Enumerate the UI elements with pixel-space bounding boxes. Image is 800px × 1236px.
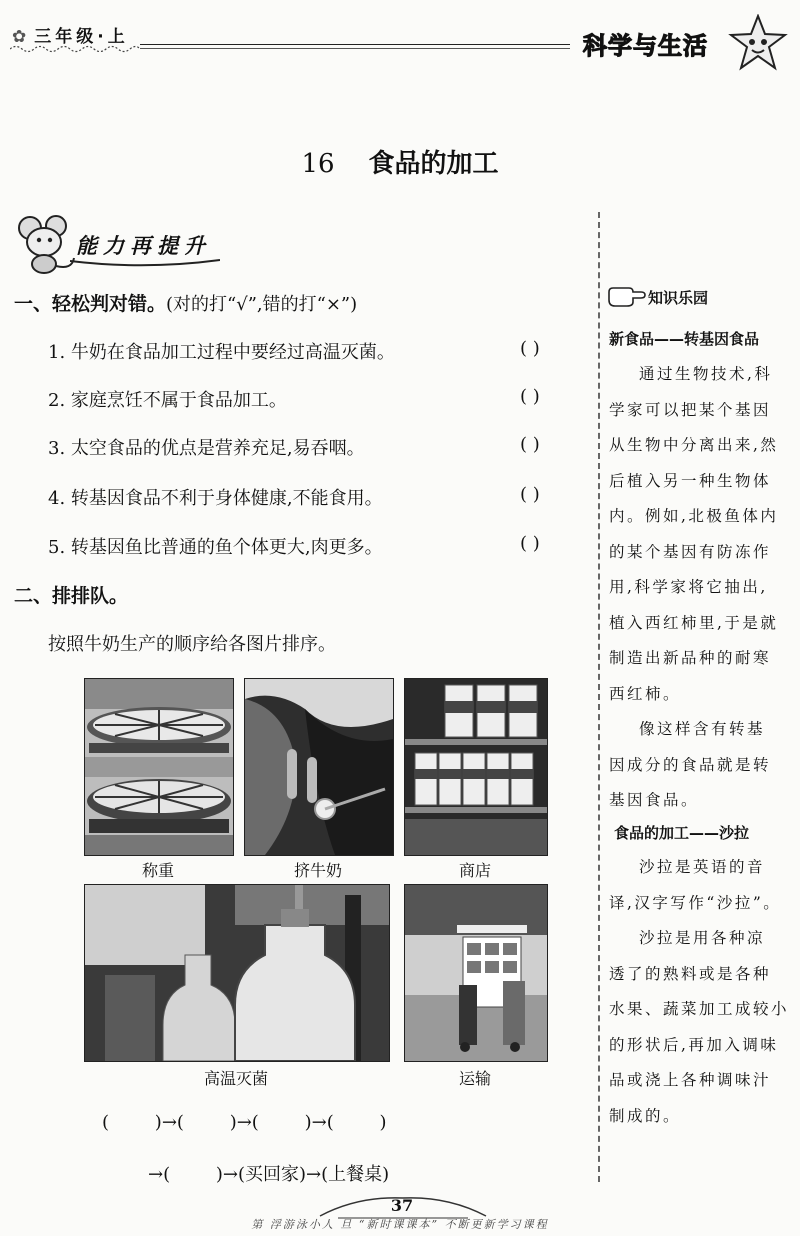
text-line: 因成分的食品就是转 [609, 755, 772, 774]
question-5 [48, 533, 383, 559]
answer-blank-4[interactable]: ( ) [520, 484, 540, 505]
header-rule [140, 44, 570, 45]
banner-underline [70, 258, 220, 268]
lesson-title [0, 143, 800, 180]
caption-store: 商店 [458, 861, 491, 880]
caption-weighing: 称重 [141, 861, 174, 880]
header-wave-decoration [10, 44, 140, 54]
sidebar-subheading-gm: 新食品——转基因食品 [609, 330, 760, 348]
text-line: 透了的熟料或是各种 [609, 964, 772, 983]
section1-note: (对的打“√”,错的打“×”) [166, 294, 358, 315]
footer-text: 第 浮游泳小人 旦 “新时课课本” 不断更新学习课程 [251, 1218, 549, 1231]
text-line: 的形状后,再加入调味 [609, 1035, 779, 1054]
text-line: 内。例如,北极鱼体内 [609, 507, 779, 525]
photo-weighing [84, 678, 234, 856]
answer-blank-1[interactable]: ( ) [520, 338, 540, 359]
question-2 [48, 386, 287, 412]
section1-title: 一、轻松判对错。 [14, 293, 167, 315]
section2-instruction: 按照牛奶生产的顺序给各图片排序。 [48, 634, 336, 655]
question-text: 转基因食品不利于身体健康,不能食用。 [70, 488, 383, 509]
text-line: 水果、蔬菜加工成较小 [609, 1000, 790, 1018]
text-line: 品或浇上各种调味汁 [609, 1071, 772, 1089]
milk-tank-photo-icon [85, 679, 233, 855]
text-line: 像这样含有转基 [639, 720, 766, 738]
sidebar-paragraph-salad [609, 850, 790, 1134]
question-number: 1. [48, 342, 66, 363]
caption-sterilization: 高温灭菌 [203, 1069, 268, 1088]
star-mascot-icon [728, 14, 788, 72]
question-number: 5. [48, 537, 66, 558]
photo-transport [404, 884, 548, 1062]
text-line: 基因食品。 [609, 791, 700, 809]
sidebar-paragraph-gm [609, 357, 786, 819]
brand-title: 科学与生活 [583, 32, 708, 60]
text-line: 沙拉是英语的音 [639, 858, 766, 876]
text-line: 制成的。 [609, 1106, 682, 1125]
header-rule-thin [140, 48, 570, 49]
photo-store [404, 678, 548, 856]
lesson-title-text: 食品的加工 [368, 149, 499, 179]
question-4 [48, 484, 383, 510]
section1-heading [14, 289, 357, 316]
order-sequence-line2[interactable]: →( )→(买回家)→(上餐桌) [148, 1164, 390, 1185]
section2-title: 二、排排队。 [14, 585, 129, 607]
answer-blank-5[interactable]: ( ) [520, 533, 540, 554]
text-line: 西红柿。 [609, 684, 682, 703]
flower-icon: ✿ [12, 27, 31, 47]
section-banner: 能力再提升 [76, 234, 211, 258]
text-line: 制造出新品种的耐寒 [609, 649, 772, 667]
order-sequence-line1[interactable]: ( )→( )→( )→( ) [102, 1112, 387, 1133]
answer-blank-3[interactable]: ( ) [520, 434, 540, 455]
question-text: 牛奶在食品加工过程中要经过高温灭菌。 [70, 342, 395, 363]
answer-blank-2[interactable]: ( ) [520, 386, 540, 407]
grade-text: 三年级·上 [34, 27, 129, 47]
text-line: 通过生物技术,科 [639, 365, 773, 383]
text-line: 植入西红柿里,于是就 [609, 613, 779, 632]
question-3 [48, 434, 365, 460]
text-line: 后植入另一种生物体 [609, 471, 772, 490]
section2-heading [14, 581, 128, 608]
question-number: 3. [48, 438, 66, 459]
text-line: 的某个基因有防冻作 [609, 542, 772, 561]
question-1 [48, 338, 395, 364]
text-line: 从生物中分离出来,然 [609, 436, 779, 454]
sidebar-divider [598, 212, 600, 1182]
store-shelf-photo-icon [405, 679, 547, 855]
question-text: 转基因鱼比普通的鱼个体更大,肉更多。 [70, 537, 383, 558]
photo-milking [244, 678, 394, 856]
question-text: 家庭烹饪不属于食品加工。 [70, 390, 287, 411]
transport-photo-icon [405, 885, 547, 1061]
milking-photo-icon [245, 679, 393, 855]
question-number: 2. [48, 390, 66, 411]
sterilization-bottles-photo-icon [85, 885, 389, 1061]
caption-transport: 运输 [458, 1069, 491, 1088]
question-text: 太空食品的优点是营养充足,易吞咽。 [70, 438, 365, 459]
pointing-hand-icon [607, 284, 647, 308]
text-line: 用,科学家将它抽出, [609, 578, 768, 596]
caption-milking: 挤牛奶 [293, 861, 342, 880]
text-line: 学家可以把某个基因 [609, 400, 772, 419]
text-line: 沙拉是用各种凉 [639, 929, 766, 947]
lesson-number: 16 [301, 149, 335, 179]
photo-sterilization [84, 884, 390, 1062]
text-line: 译,汉字写作“沙拉”。 [609, 893, 782, 912]
page-number: 37 [390, 1196, 414, 1215]
sidebar-subheading-salad: 食品的加工——沙拉 [614, 824, 750, 842]
sidebar-heading: 知识乐园 [648, 289, 709, 307]
question-number: 4. [48, 488, 66, 509]
